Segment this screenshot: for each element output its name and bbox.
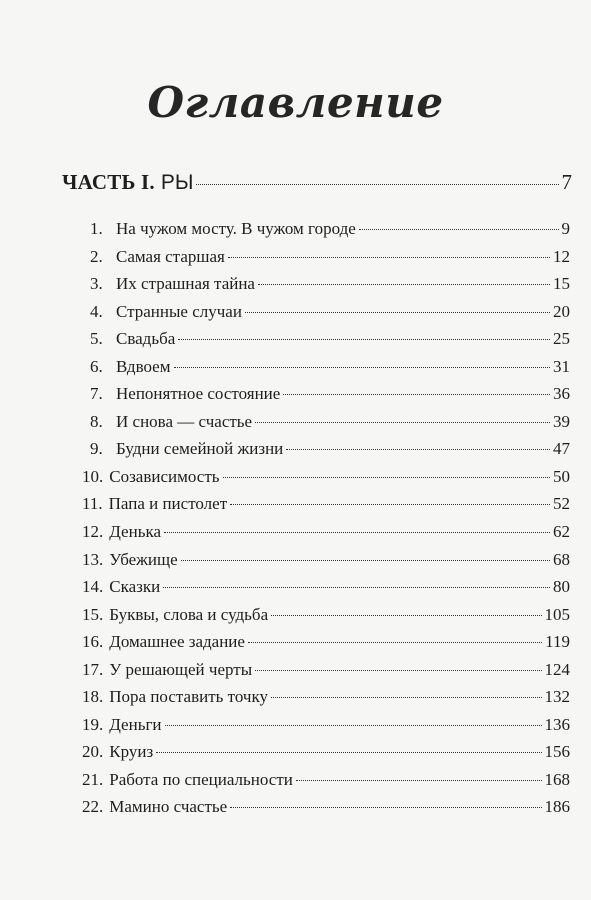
chapter-number: 16. xyxy=(82,632,104,652)
toc-chapter-entry[interactable] xyxy=(82,797,570,825)
chapter-page-number: 39 xyxy=(553,411,570,431)
dot-leader xyxy=(178,339,550,340)
toc-chapter-entry[interactable] xyxy=(82,742,570,770)
toc-chapter-entry[interactable] xyxy=(82,769,570,798)
chapter-title: Домашнее задание xyxy=(109,632,245,652)
chapter-title: Их страшная тайна xyxy=(116,274,255,294)
chapter-page-number: 12 xyxy=(553,246,570,266)
chapter-page-number: 119 xyxy=(545,632,570,652)
toc-chapter-entry[interactable] xyxy=(90,384,570,412)
chapter-title: Сказки xyxy=(109,577,161,597)
part-title: РЫ xyxy=(160,171,194,194)
chapter-title: И снова — счастье xyxy=(116,411,253,431)
chapter-page-number: 80 xyxy=(553,577,570,597)
chapter-page-number: 168 xyxy=(544,769,570,789)
chapter-page-number: 105 xyxy=(544,604,570,624)
chapter-number: 9. xyxy=(90,439,103,459)
chapter-number: 17. xyxy=(82,659,104,679)
chapter-title: Созависимость xyxy=(109,466,220,486)
chapter-title: У решающей черты xyxy=(109,659,253,679)
chapter-number: 21. xyxy=(82,769,104,789)
chapter-page-number: 36 xyxy=(553,384,570,404)
chapter-title: Денька xyxy=(109,522,161,542)
dot-leader xyxy=(286,449,550,450)
chapter-number: 10. xyxy=(82,466,104,486)
chapter-number: 11. xyxy=(82,494,103,514)
chapter-page-number: 156 xyxy=(544,742,570,762)
chapter-page-number: 15 xyxy=(553,274,570,294)
chapter-list xyxy=(82,219,570,825)
toc-chapter-entry[interactable] xyxy=(82,687,570,715)
toc-chapter-entry[interactable] xyxy=(90,274,570,302)
dot-leader xyxy=(174,367,551,368)
chapter-number: 15. xyxy=(82,604,104,624)
dot-leader xyxy=(245,312,550,313)
part-label-group xyxy=(62,170,193,195)
toc-chapter-entry[interactable] xyxy=(90,357,570,385)
dot-leader xyxy=(228,257,550,258)
dot-leader xyxy=(196,184,558,185)
chapter-title: Будни семейной жизни xyxy=(116,439,284,459)
chapter-number: 18. xyxy=(82,687,104,707)
chapter-title: Папа и пистолет xyxy=(108,494,228,514)
chapter-number: 5. xyxy=(90,329,103,349)
chapter-title: Мамино счастье xyxy=(109,797,228,817)
part-label: ЧАСТЬ I. xyxy=(62,170,155,194)
toc-chapter-entry[interactable] xyxy=(82,604,570,633)
toc-chapter-entry[interactable] xyxy=(82,549,570,578)
toc-chapter-entry[interactable] xyxy=(82,632,570,660)
chapter-title: Работа по специальности xyxy=(109,769,293,789)
dot-leader xyxy=(255,670,541,671)
toc-chapter-entry[interactable] xyxy=(82,714,570,743)
chapter-page-number: 186 xyxy=(544,797,570,817)
dot-leader xyxy=(296,780,542,781)
toc-chapter-entry[interactable] xyxy=(82,522,570,550)
chapter-page-number: 124 xyxy=(544,659,570,679)
toc-chapter-entry[interactable] xyxy=(90,247,570,275)
chapter-title: Вдвоем xyxy=(116,356,171,376)
dot-leader xyxy=(255,422,550,423)
toc-chapter-entry[interactable] xyxy=(90,412,570,440)
chapter-number: 12. xyxy=(82,522,104,542)
chapter-title: Свадьба xyxy=(116,329,176,349)
chapter-title: Самая старшая xyxy=(116,246,225,266)
chapter-title: Странные случаи xyxy=(116,301,242,321)
chapter-number: 6. xyxy=(90,356,103,376)
dot-leader xyxy=(271,697,542,698)
chapter-number: 20. xyxy=(82,742,104,762)
dot-leader xyxy=(359,229,559,230)
part-page-number: 7 xyxy=(561,170,572,194)
chapter-page-number: 62 xyxy=(553,522,570,542)
chapter-title: Пора поставить точку xyxy=(109,687,268,707)
chapter-title: На чужом мосту. В чужом городе xyxy=(116,219,356,238)
toc-chapter-entry[interactable] xyxy=(82,659,570,688)
chapter-title: Непонятное состояние xyxy=(116,384,281,404)
dot-leader xyxy=(163,587,550,588)
chapter-number: 19. xyxy=(82,714,104,734)
chapter-page-number: 20 xyxy=(553,301,570,321)
chapter-page-number: 31 xyxy=(553,356,570,376)
toc-chapter-entry[interactable] xyxy=(82,494,570,522)
chapter-number: 22. xyxy=(82,797,104,817)
dot-leader xyxy=(283,394,550,395)
toc-part-entry[interactable] xyxy=(62,170,572,195)
chapter-page-number: 52 xyxy=(553,494,570,514)
chapter-number: 7. xyxy=(90,384,103,404)
dot-leader xyxy=(230,504,550,505)
chapter-page-number: 136 xyxy=(544,714,570,734)
chapter-page-number: 47 xyxy=(553,439,570,459)
toc-chapter-entry[interactable] xyxy=(90,302,570,330)
toc-chapter-entry[interactable] xyxy=(90,439,570,467)
toc-chapter-entry[interactable] xyxy=(90,219,570,247)
dot-leader xyxy=(164,532,550,533)
toc-chapter-entry[interactable] xyxy=(82,466,570,495)
chapter-number: 3. xyxy=(90,274,103,294)
chapter-number: 2. xyxy=(90,246,103,266)
dot-leader xyxy=(165,725,542,726)
toc-chapter-entry[interactable] xyxy=(90,329,570,357)
chapter-number: 13. xyxy=(82,549,104,569)
dot-leader xyxy=(258,284,550,285)
dot-leader xyxy=(223,477,550,478)
dot-leader xyxy=(248,642,542,643)
chapter-number: 4. xyxy=(90,301,103,321)
chapter-title: Буквы, слова и судьба xyxy=(109,604,269,624)
page-title: Оглавление xyxy=(147,78,444,127)
chapter-page-number: 68 xyxy=(553,549,570,569)
dot-leader xyxy=(156,752,541,753)
chapter-number: 14. xyxy=(82,577,104,597)
toc-chapter-entry[interactable] xyxy=(82,577,570,605)
dot-leader xyxy=(181,560,550,561)
chapter-number: 1. xyxy=(90,219,103,238)
chapter-page-number: 50 xyxy=(553,466,570,486)
dot-leader xyxy=(230,807,541,808)
chapter-page-number: 132 xyxy=(544,687,570,707)
dot-leader xyxy=(271,615,541,616)
chapter-title: Деньги xyxy=(109,714,162,734)
chapter-number: 8. xyxy=(90,411,103,431)
chapter-title: Убежище xyxy=(109,549,178,569)
chapter-page-number: 9 xyxy=(561,219,570,238)
chapter-page-number: 25 xyxy=(553,329,570,349)
chapter-title: Круиз xyxy=(109,742,154,762)
